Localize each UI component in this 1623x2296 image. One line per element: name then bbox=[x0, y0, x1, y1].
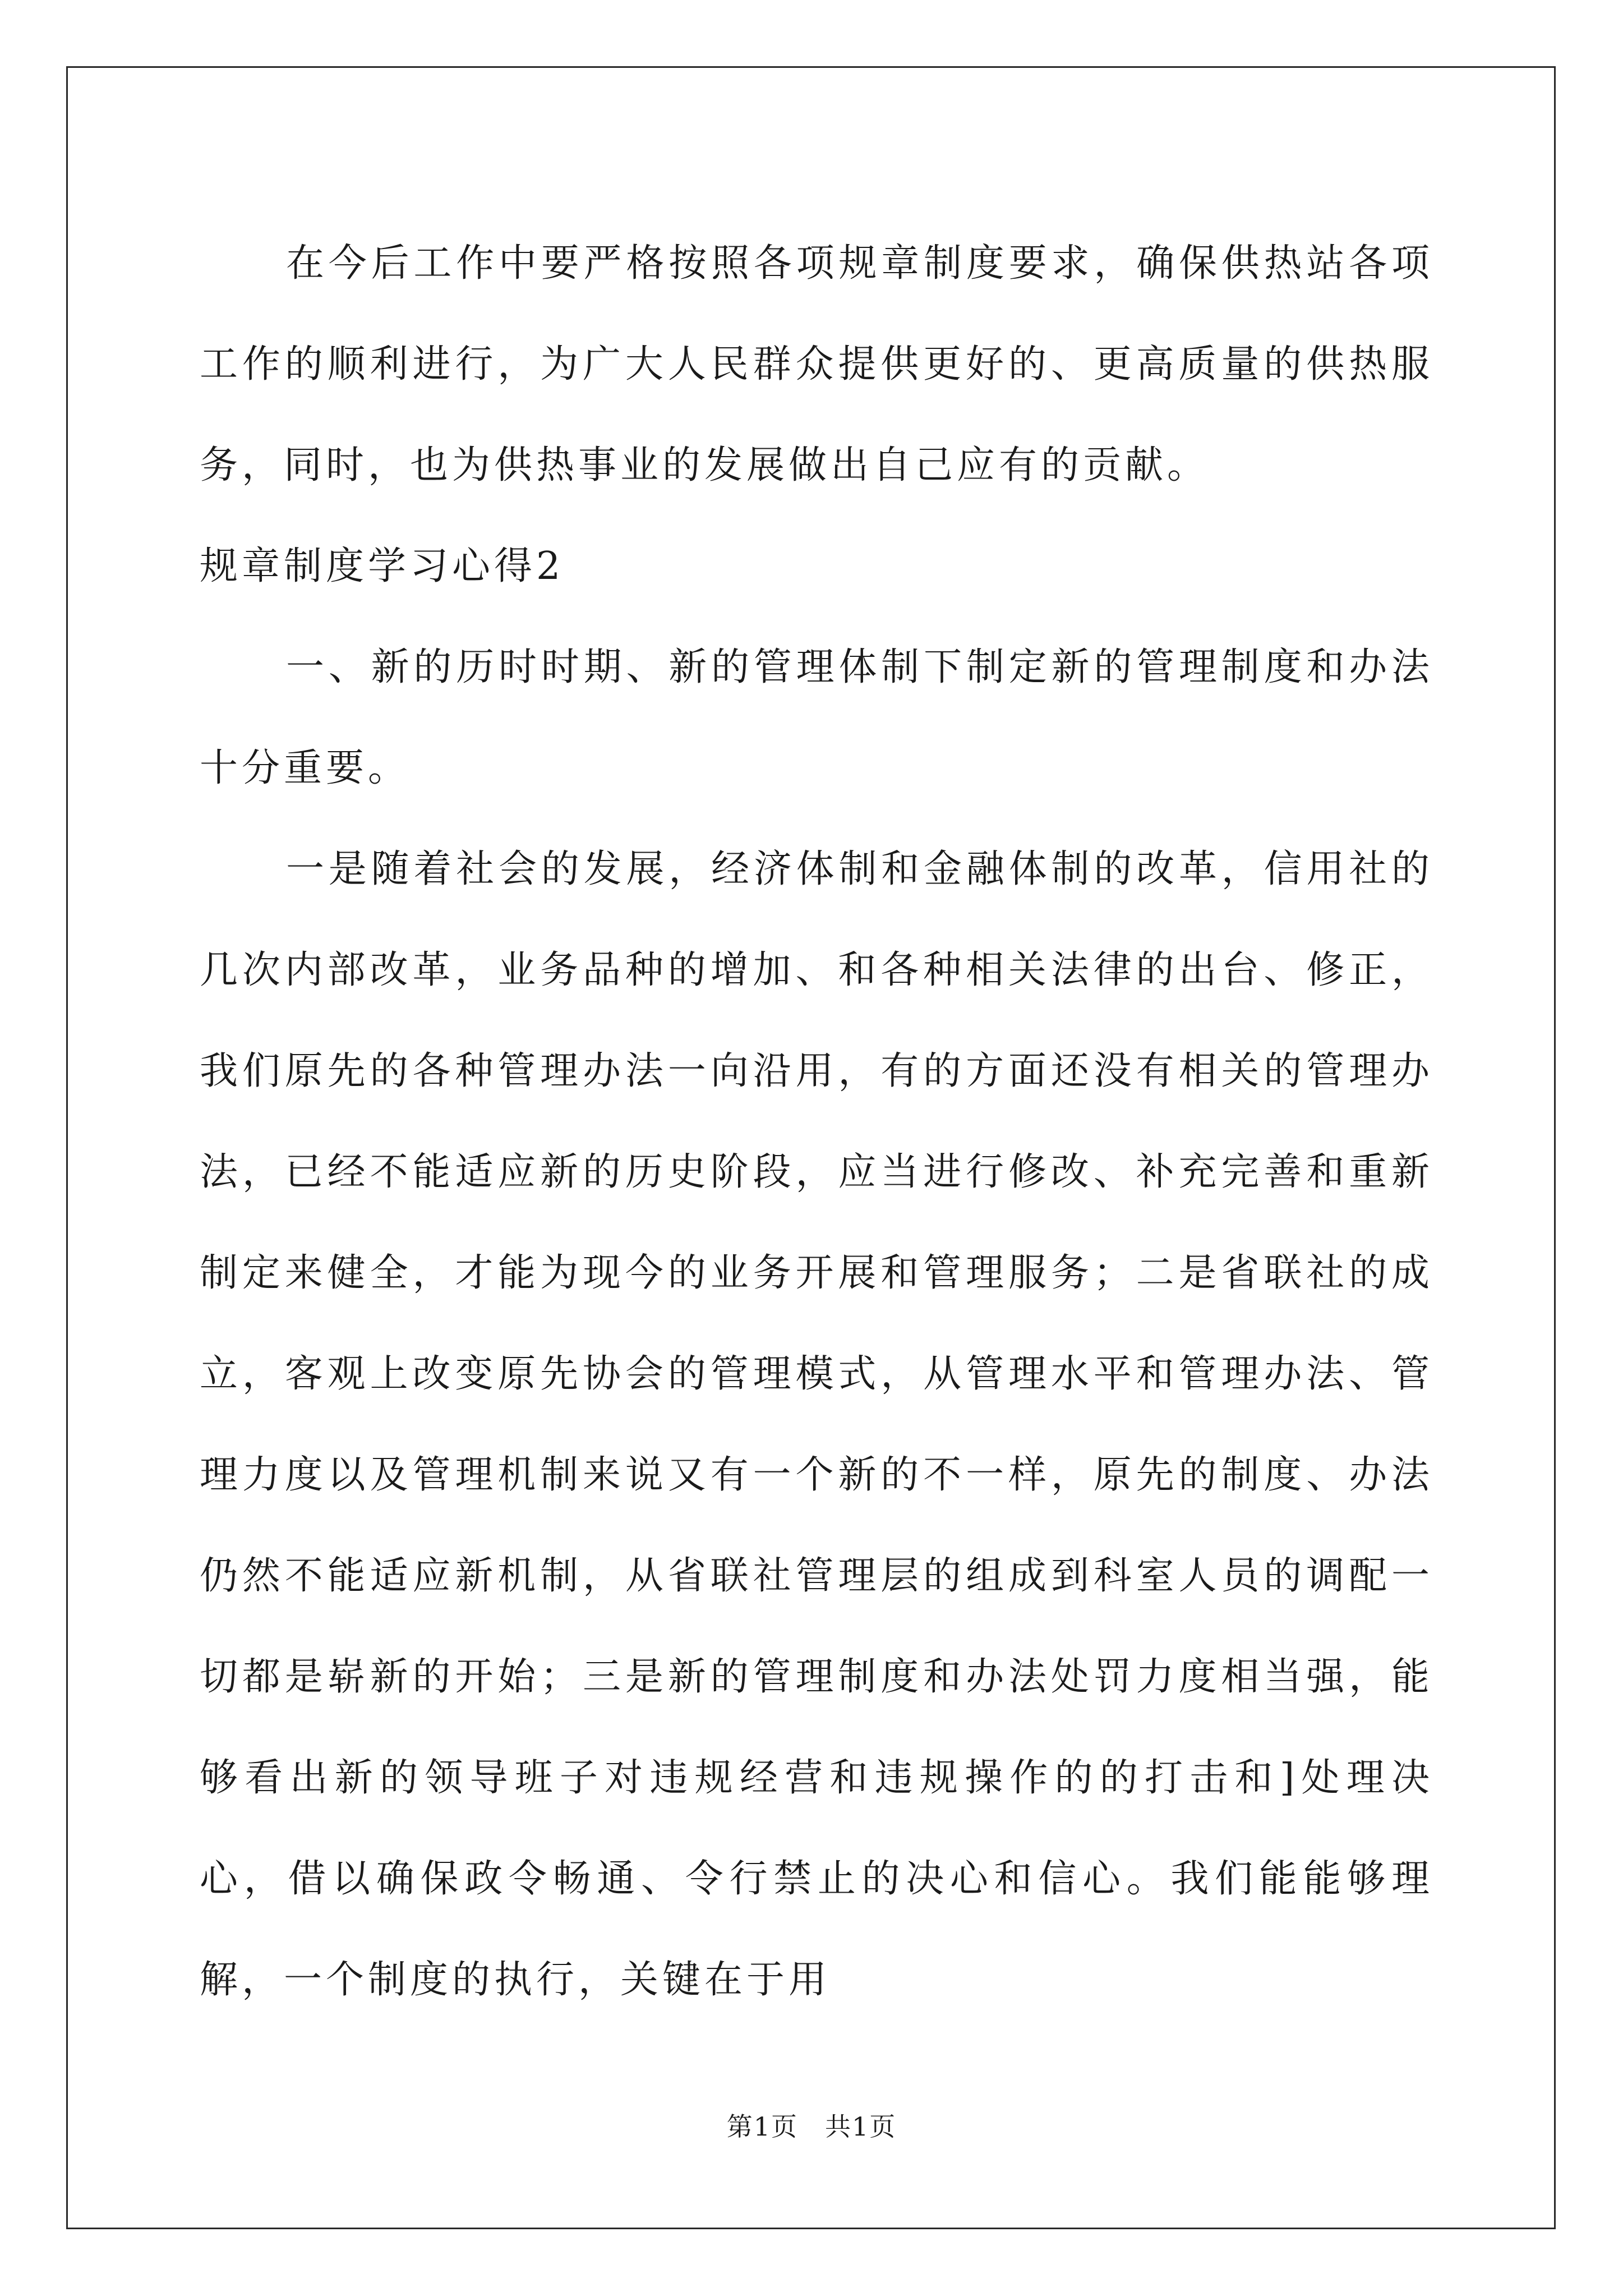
section-heading: 规章制度学习心得2 bbox=[200, 544, 565, 588]
document-body bbox=[200, 213, 1433, 2031]
paragraph-details: 一是随着社会的发展，经济体制和金融体制的改革，信用社的几次内部改革，业务品种的增加、和各种相关法律的出台、修正，我们原先的各种管理办法一向沿用，有的方面还没有相关的管理办法，已经不能适应新的历史阶段，应当进行修改、补充完善和重新制定来健全，才能为现今的业务开展和管理服务；二是省联社的成立，客观上改变原先协会的管理模式，从管理水平和管理办法、管理力度以及管理机制来说又有一个新的不一样，原先的制度、办法仍然不能适应新机制，从省联社管理层的组成到科室人员的调配一切都是崭新的开始；三是新的管理制度和办法处罚力度相当强，能够看出新的领导班子对违规经营和违规操作的的打击和]处理决心，借以确保政令畅通、令行禁止的决心和信心。我们能能够理解，一个制度的执行，关键在于用 bbox=[200, 847, 1433, 2002]
paragraph-intro: 在今后工作中要严格按照各项规章制度要求，确保供热站各项工作的顺利进行，为广大人民群众提供更好的、更高质量的供热服务，同时，也为供热事业的发展做出自己应有的贡献。 bbox=[200, 241, 1433, 487]
page-number-footer: 第1页 共1页 bbox=[726, 2111, 897, 2142]
paragraph-point-one: 一、新的历时时期、新的管理体制下制定新的管理制度和办法十分重要。 bbox=[200, 645, 1433, 790]
